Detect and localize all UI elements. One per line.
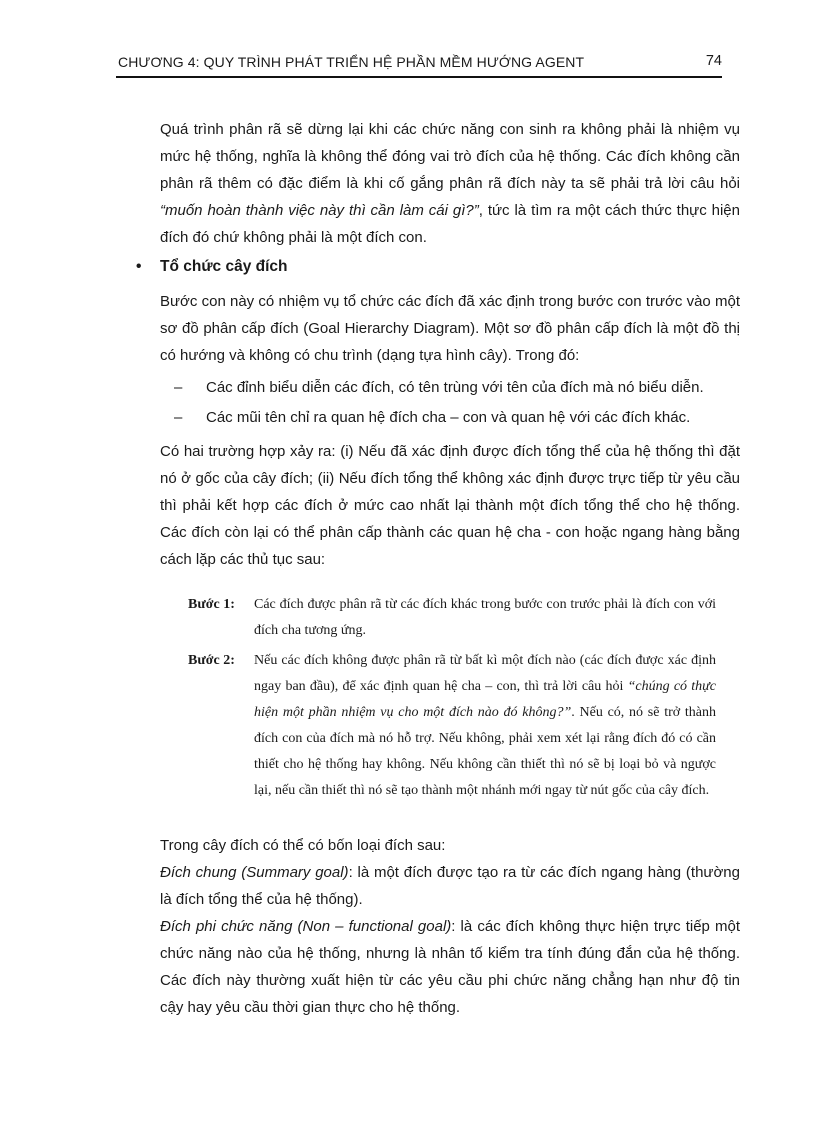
para1-text-after: , tức là tìm ra một cách thức thực hiện đích đó chứ không phải là một đích con.	[160, 202, 740, 246]
procedure-steps	[188, 592, 716, 808]
dash-list	[174, 373, 734, 433]
paragraph-two-cases: Có hai trường hợp xảy ra: (i) Nếu đã xác định được đích tổng thể của hệ thống thì đặt nó ở gốc của cây đích; (ii) Nếu đích tổng thể không xác định được trực tiếp từ yêu cầu thì phải kết hợp các đích ở mức cao nhất lại thành một đích tổng thể cho hệ thống. Các đích còn lại có thể phân cấp thành các quan hệ cha - con hoặc ngang hàng bằng cách lặp các thủ tục sau:	[160, 443, 740, 568]
para1-text-before: Quá trình phân rã sẽ dừng lại khi các chức năng con sinh ra không phải là nhiệm vụ mức hệ thống, nghĩa là không thể đóng vai trò đích của hệ thống. Các đích không cần phân rã thêm có đặc điểm là khi cố gắng phân rã đích này ta sẽ phải trả lời câu hỏi	[160, 121, 740, 192]
step-quote: “chúng có thực hiện một phần nhiệm vụ cho một đích nào đó không?”	[254, 679, 717, 720]
para1-quote: “muốn hoàn thành việc này thì cần làm cái gì?”	[160, 202, 479, 219]
section-heading-goal-tree	[136, 258, 288, 276]
nonfunctional-goal-text: : là các đích không thực hiện trực tiếp một chức năng nào của hệ thống, nhưng là nhân tố kiểm tra tính đúng đắn của hệ thống. Các đích này thường xuất hiện từ các yêu cầu phi chức năng chẳng hạn như độ tin cậy hay yêu cầu thời gian thực cho hệ thống.	[160, 918, 740, 1016]
list-item	[174, 403, 734, 433]
goal-types-section	[160, 832, 740, 1021]
summary-goal-text: : là một đích được tạo ra từ các đích ngang hàng (thường là đích tổng thể của hệ thống).	[160, 864, 740, 908]
list-item-text: Các đỉnh biểu diễn các đích, có tên trùng với tên của đích mà nó biểu diễn.	[206, 379, 704, 396]
summary-goal-paragraph	[160, 859, 740, 913]
step-label: Bước 2:	[188, 653, 235, 668]
paragraph-goal-hierarchy: Bước con này có nhiệm vụ tổ chức các đích đã xác định trong bước con trước vào một sơ đồ phân cấp đích (Goal Hierarchy Diagram). Một sơ đồ phân cấp đích là một đồ thị có hướng và không có chu trình (dạng tựa hình cây). Trong đó:	[160, 293, 740, 364]
dash-marker: –	[174, 409, 183, 426]
page-number: 74	[705, 53, 722, 69]
chapter-title: CHƯƠNG 4: QUY TRÌNH PHÁT TRIỂN HỆ PHẦN MỀM HƯỚNG AGENT	[118, 54, 585, 70]
paragraph-decomposition-stop	[160, 116, 740, 251]
step-text-before: Các đích được phân rã từ các đích khác trong bước con trước phải là đích con với đích cha tương ứng.	[254, 597, 716, 638]
section-heading-text: Tổ chức cây đích	[160, 258, 288, 275]
nonfunctional-goal-term: Đích phi chức năng (Non – functional goal)	[160, 918, 452, 935]
step-1	[188, 592, 716, 644]
goal-types-intro: Trong cây đích có thể có bốn loại đích sau:	[160, 837, 446, 854]
step-2	[188, 648, 716, 804]
list-item-text: Các mũi tên chỉ ra quan hệ đích cha – con và quan hệ với các đích khác.	[206, 409, 691, 426]
step-text	[254, 592, 716, 644]
summary-goal-term: Đích chung (Summary goal)	[160, 864, 349, 881]
bullet-icon: •	[136, 258, 142, 275]
step-label: Bước 1:	[188, 597, 235, 612]
step-text	[254, 648, 716, 804]
nonfunctional-goal-paragraph	[160, 913, 740, 1021]
step-text-after: . Nếu có, nó sẽ trở thành đích con của đích mà nó hỗ trợ. Nếu không, phải xem xét lại rằng đích đó có cần thiết cho hệ thống hay không. Nếu không cần thiết thì nó sẽ bị loại bỏ và ngược lại, nếu cần thiết thì nó sẽ tạo thành một nhánh mới ngay từ nút gốc của cây đích.	[254, 705, 716, 798]
page-header	[116, 50, 722, 78]
step-text-before: Nếu các đích không được phân rã từ bất kì một đích nào (các đích được xác định ngay ban đầu), để xác định quan hệ cha – con, thì trả lời câu hỏi	[254, 653, 716, 694]
list-item	[174, 373, 734, 403]
dash-marker: –	[174, 379, 183, 396]
